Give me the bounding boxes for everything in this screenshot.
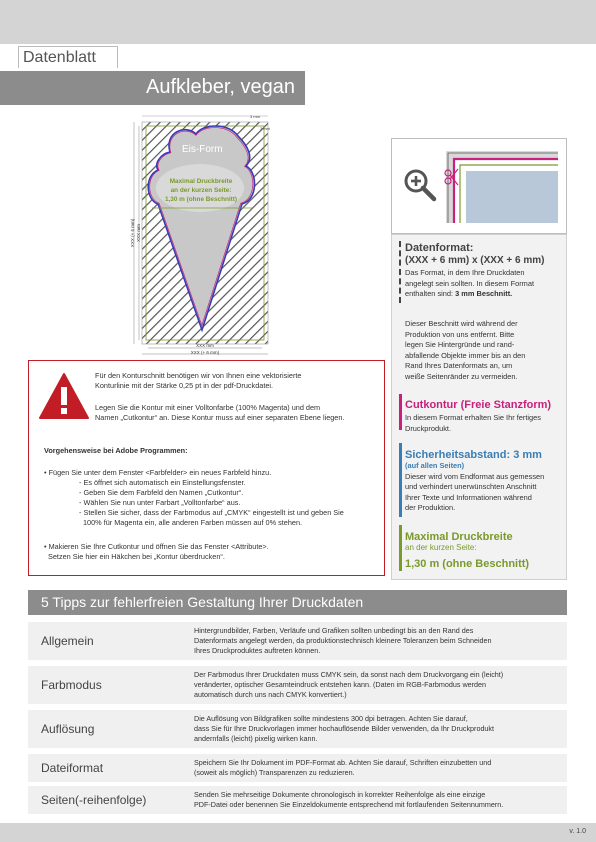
max-width-line-3: 1,30 m (ohne Beschnitt) [164, 196, 238, 203]
top-band [0, 0, 596, 44]
warning-step-2: - Es öffnet sich automatisch ein Einstellungsfenster. [79, 478, 246, 487]
corner-detail-graphic [440, 147, 558, 223]
dim-bottom-outer: XXX (+ 6 mm) [190, 350, 220, 355]
tip-text [194, 758, 564, 778]
warning-step-6: 100% für Magenta ein, alle anderen Farben müssen auf 0% stehen. [83, 518, 303, 527]
warning-step-1: • Fügen Sie unter dem Fenster <Farbfelder> ein neues Farbfeld hinzu. [44, 468, 272, 477]
warning-last-line-1: • Makieren Sie Ihre Cutkontur und öffnen Sie das Fenster <Attribute>. [44, 542, 269, 551]
datenformat-text-2: angelegt sein sollten. In diesem Format [405, 278, 534, 288]
tip-label: Dateiformat [41, 761, 104, 775]
sicherheit-title: Sicherheitsabstand: 3 mm [405, 449, 542, 461]
warning-paragraph-1 [95, 371, 301, 391]
datasheet-tab [18, 46, 118, 68]
max-width-line-2: an der kurzen Seite: [170, 187, 232, 194]
beschnitt-line-1: Dieser Beschnitt wird während der [405, 319, 518, 328]
tip-line: Speichern Sie Ihr Dokument im PDF-Format ab. Achten Sie darauf, Schriften einzubetten und [194, 758, 492, 767]
datenformat-bold: 3 mm Beschnitt. [455, 289, 513, 298]
datenformat-text-1: Das Format, in dem Ihre Druckdaten [405, 268, 525, 277]
druckbreite-bar [399, 525, 402, 571]
warning-step-3: - Geben Sie dem Farbfeld den Namen „Cutkontur“. [79, 488, 244, 497]
shape-label: Eis-Form [182, 144, 223, 155]
dim-top-label: 3 mm [250, 114, 260, 119]
warning-p1-line-1: Für den Konturschnitt benötigen wir von Ihnen eine vektorisierte [95, 371, 302, 380]
warning-last [44, 542, 269, 562]
title-bar [0, 71, 305, 105]
datasheet-tab-label: Datenblatt [23, 49, 96, 66]
tip-text [194, 790, 564, 810]
tip-line: Der Farbmodus Ihrer Druckdaten muss CMYK sein, da sonst nach dem Druckvorgang ein (leicht) [194, 670, 504, 679]
datenformat-bar [399, 241, 402, 303]
tip-aufloesung [28, 710, 567, 748]
dim-left-inner: XXX mm [136, 224, 141, 242]
tip-dateiformat [28, 754, 567, 782]
tip-label: Allgemein [41, 634, 94, 648]
dim-right-label: 3 mm [260, 126, 270, 131]
max-width-line-1: Maximal Druckbreite [169, 178, 233, 185]
warning-icon [38, 372, 90, 420]
beschnitt-line-5: Rand Ihres Datenformats an, um [405, 361, 513, 370]
warning-p1-line-2: Konturlinie mit der Stärke 0,25 pt in der pdf-Druckdatei. [95, 381, 274, 390]
sicherheit-sub: (auf allen Seiten) [405, 461, 465, 470]
tip-line: PDF-Datei oder benennen Sie Einzeldokumente entsprechend mit fortlaufenden Seitennummern. [194, 799, 504, 809]
sicherheit-line-4: der Produktion. [405, 503, 456, 512]
beschnitt-section [405, 319, 565, 382]
sicherheit-bar [399, 443, 402, 517]
cutkontur-section [405, 399, 565, 434]
version-label: v. 1.0 [569, 828, 586, 835]
tip-line: Die Auflösung von Bildgrafiken sollte mindestens 300 dpi betragen. Achten Sie darauf, [194, 714, 468, 723]
warning-p2-line-2: Namen „Cutkontur“ an. Diese Kontur muss auf einer separaten Ebene liegen. [95, 413, 345, 422]
tip-label: Farbmodus [41, 678, 102, 692]
cutkontur-warning-box [28, 360, 385, 576]
tip-line: automatisch durch uns nach CMYK konvertiert.) [194, 689, 347, 699]
datenformat-title: Datenformat: [405, 242, 474, 254]
druckbreite-sub: an der kurzen Seite: [405, 543, 477, 552]
footer-band [0, 823, 596, 842]
sicherheit-section [405, 449, 565, 514]
cutkontur-bar [399, 394, 402, 430]
tips-title-bar [28, 590, 567, 615]
beschnitt-line-4: abfallende Objekte immer bis an den [405, 350, 526, 360]
warning-last-line-2: Setzen Sie hier ein Häkchen bei „Kontur überdrucken“. [48, 552, 225, 561]
warning-heading: Vorgehensweise bei Adobe Programmen: [44, 446, 188, 455]
warning-p2-line-1: Legen Sie die Kontur mit einer Volltonfarbe (100% Magenta) und dem [95, 403, 321, 412]
datenformat-formula: (XXX + 6 mm) x (XXX + 6 mm) [405, 255, 545, 266]
tip-allgemein [28, 622, 567, 660]
page-title: Aufkleber, vegan [146, 76, 295, 98]
tip-seitenreihenfolge [28, 786, 567, 814]
ice-cream-sticker-diagram [130, 112, 278, 362]
tip-text [194, 626, 564, 655]
beschnitt-line-2: Produktion von uns entfernt. Bitte [405, 329, 515, 339]
druckbreite-value: 1,30 m (ohne Beschnitt) [405, 557, 530, 570]
datenformat-text-3: enthalten sind: 3 mm Beschnitt. [405, 289, 513, 298]
dim-left-outer: XXX (+ 6 mm) [130, 218, 135, 248]
tip-line: Datenformats angelegt werden, da produktionstechnisch kleinere Toleranzen beim Schneiden [194, 635, 492, 645]
beschnitt-line-3: legen Sie Hintergründe und rand- [405, 340, 515, 349]
warning-step-4: - Wählen Sie nun unter Farbart „Volltonfarbe“ aus. [79, 498, 241, 507]
info-panel [391, 234, 567, 580]
cutkontur-line-2: Druckprodukt. [405, 423, 452, 433]
tips-title: 5 Tipps zur fehlerfreien Gestaltung Ihrer Druckdaten [41, 594, 364, 610]
tip-label: Seiten(-reihenfolge) [41, 793, 147, 807]
tip-label: Auflösung [41, 722, 95, 736]
cutkontur-title: Cutkontur (Freie Stanzform) [405, 399, 552, 411]
tip-line: (soweit als möglich) Transparenzen zu reduzieren. [194, 767, 355, 777]
cutkontur-line-1: In diesem Format erhalten Sie Ihr fertiges [405, 413, 541, 422]
zoom-detail-box [391, 138, 567, 234]
tip-text [194, 714, 564, 743]
warning-step-5: - Stellen Sie sicher, dass der Farbmodus auf „CMYK“ eingestellt ist und geben Sie [79, 508, 344, 517]
datenformat-section [405, 242, 565, 300]
warning-paragraph-2 [95, 403, 344, 423]
warning-steps [44, 468, 344, 528]
tip-line: andernfalls (leicht) pixelig wirken kann. [194, 733, 318, 743]
tip-text [194, 670, 564, 699]
druckbreite-title: Maximal Druckbreite [405, 531, 513, 543]
tip-farbmodus [28, 666, 567, 704]
beschnitt-line-6: weiße Seitenränder zu vermeiden. [405, 371, 518, 381]
dim-bottom-inner: XXX mm [196, 343, 214, 348]
tip-line: Senden Sie mehrseitige Dokumente chronologisch in korrekter Reihenfolge als eine einzige [194, 790, 486, 799]
sicherheit-line-3: Ihrer Texte und Informationen während [405, 492, 532, 502]
druckbreite-section [405, 531, 565, 570]
zoom-in-icon [402, 167, 438, 203]
tip-line: veränderter, optischer Gesamteindruck entstehen kann. (Daten im RGB-Farbmodus werden [194, 679, 487, 689]
tip-line: Hintergrundbilder, Farben, Verläufe und Grafiken sollten unbedingt bis an den Rand des [194, 626, 474, 635]
tip-line: Ihres Druckproduktes auftreten können. [194, 645, 321, 655]
sicherheit-line-1: Dieser wird vom Endformat aus gemessen [405, 471, 545, 481]
sicherheit-line-2: und verhindert unerwünschten Anschnitt [405, 482, 537, 491]
tip-line: dass Sie für Ihre Druckvorlagen immer hochauflösende Bilder verwenden, da Ihr Druckprodukt [194, 723, 495, 733]
